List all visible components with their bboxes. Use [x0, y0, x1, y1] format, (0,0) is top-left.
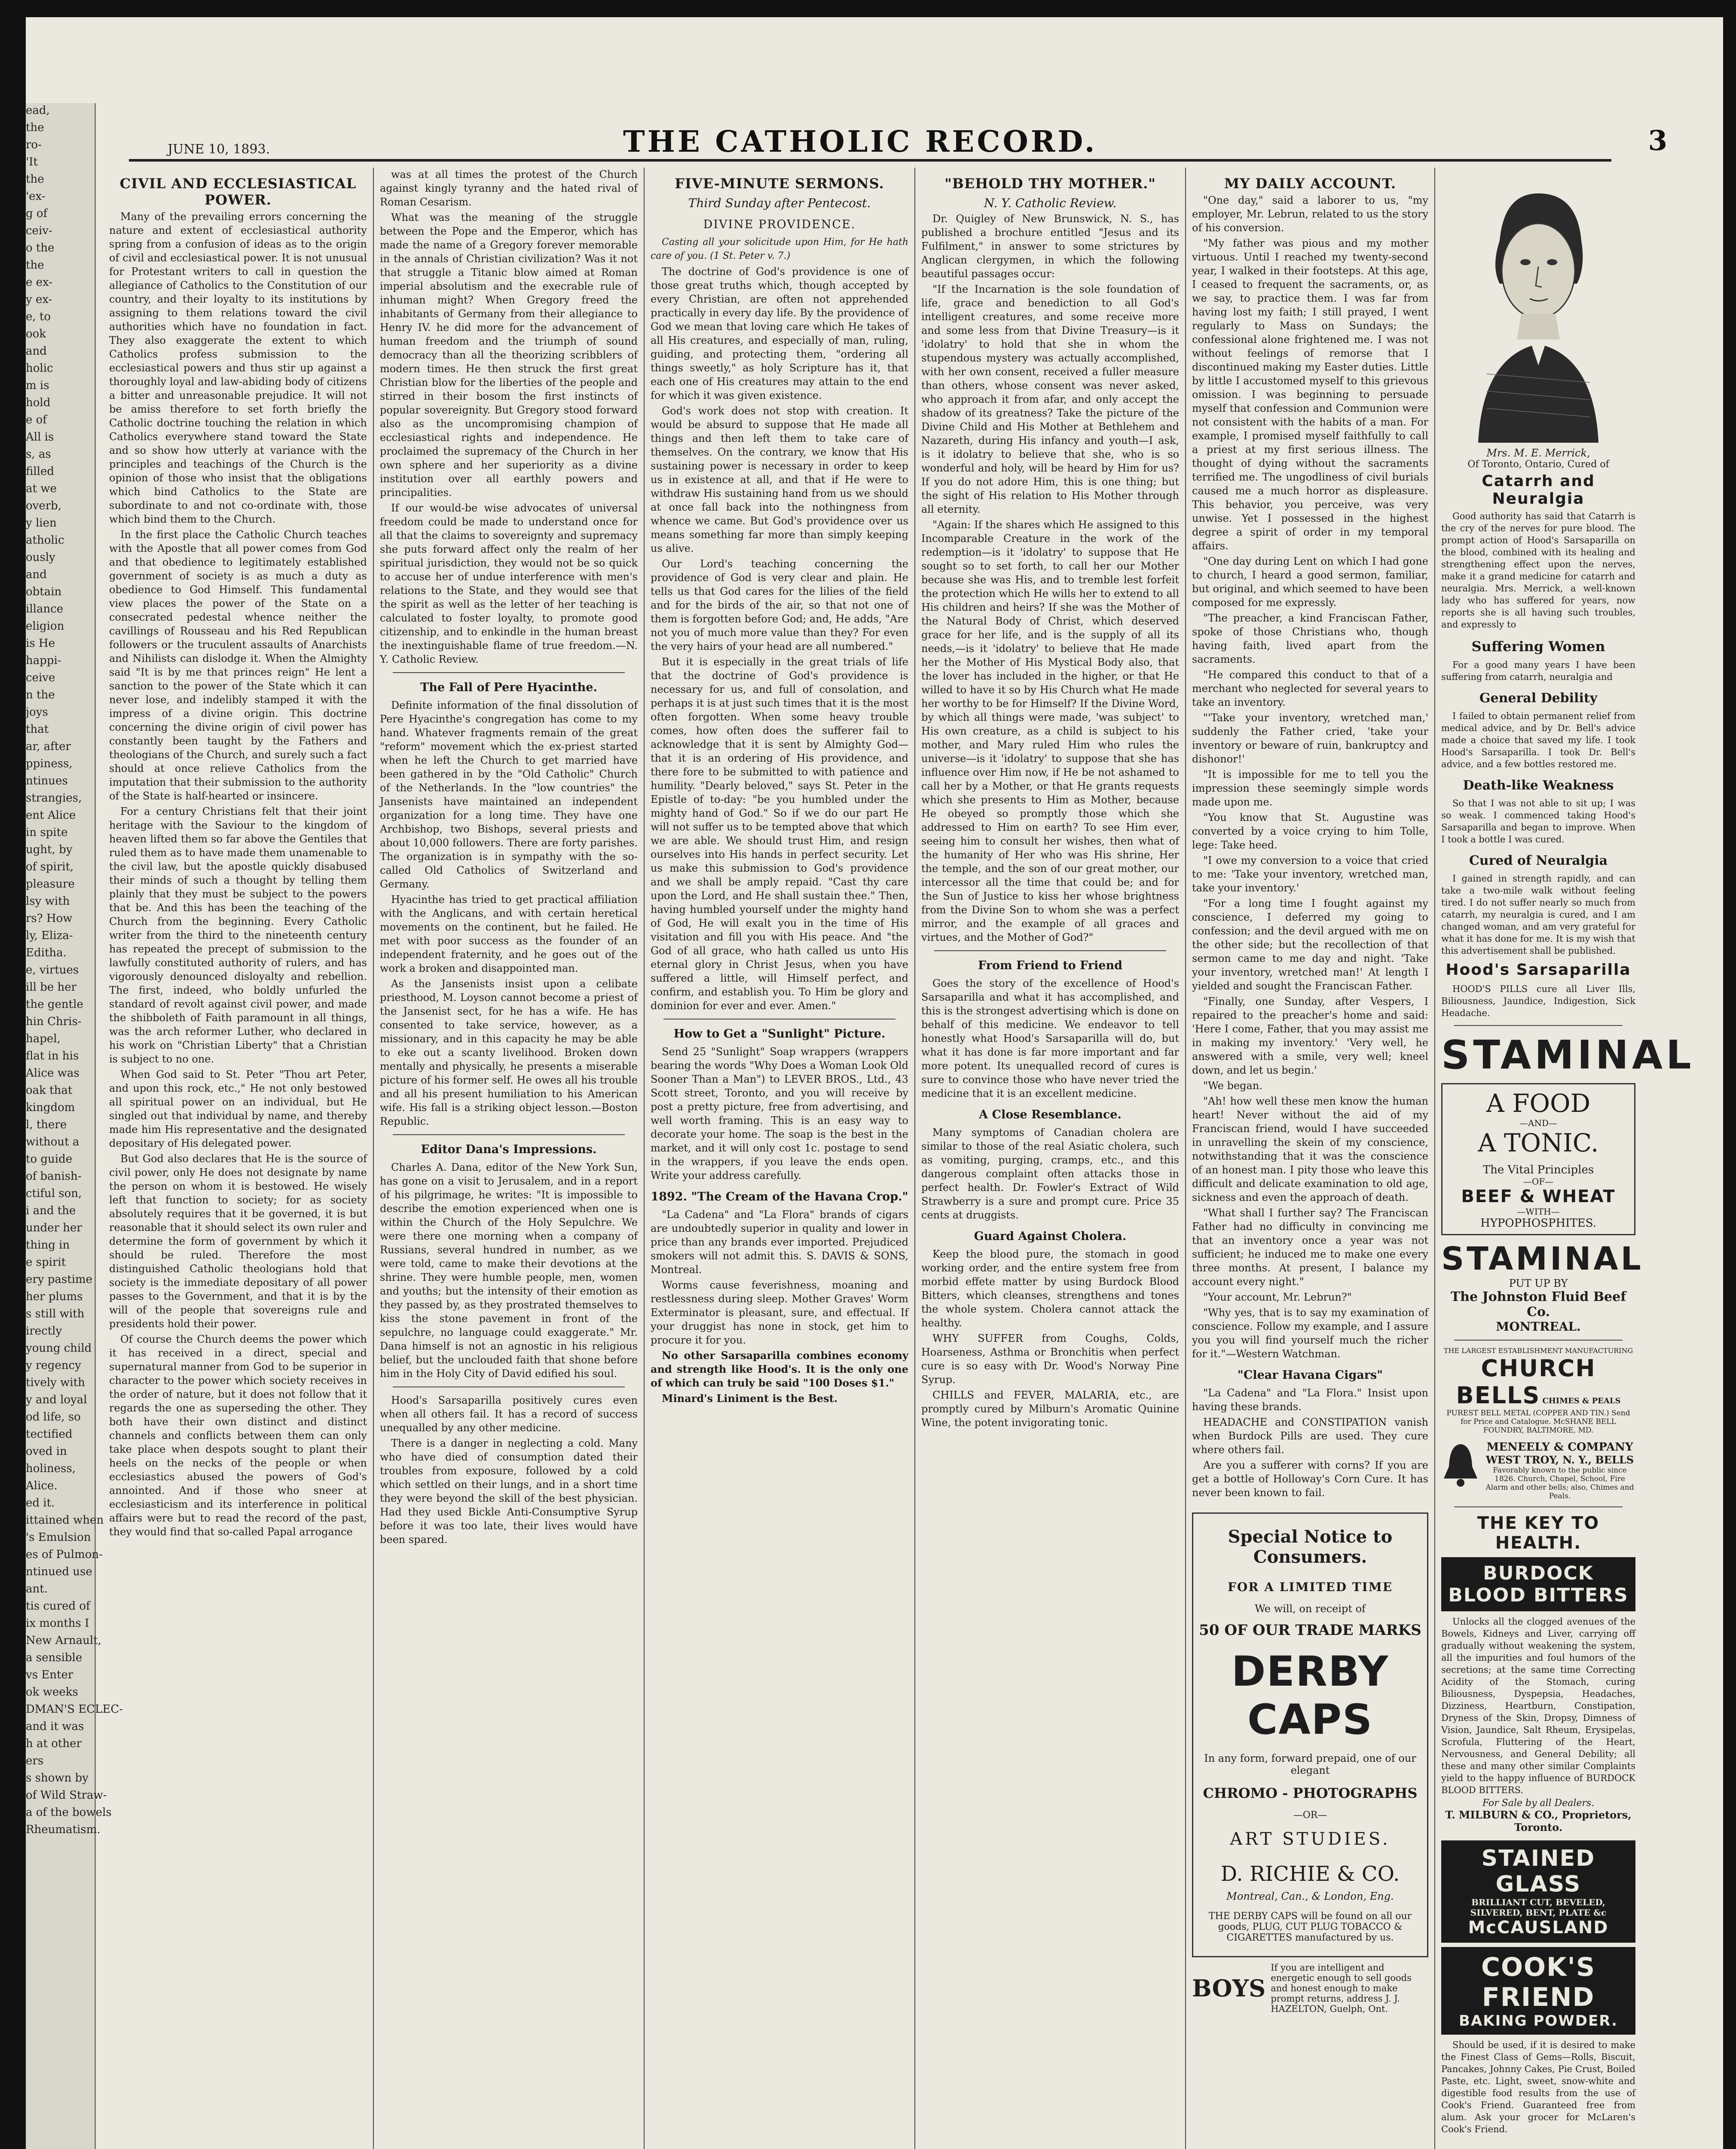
paragraph: "La Cadena" and "La Flora." Insist upon having these brands. — [1192, 1387, 1428, 1413]
strip-line: oak that — [26, 1084, 73, 1097]
strip-line: Alice. — [26, 1479, 58, 1492]
paragraph: Worms cause feverishness, moaning and restlessness during sleep. Mother Graves' Worm Exterminator is pleasant, sure, and effectual. If your druggist has none in stock, get him to procure it for you. — [651, 1279, 908, 1346]
strip-line: flat in his — [26, 1050, 79, 1062]
strip-line: overb, — [26, 499, 62, 512]
strip-line: vs Enter — [26, 1668, 73, 1681]
strip-line: s, as — [26, 448, 51, 461]
paragraph: "I owe my conversion to a voice that cried to me: 'Take your inventory, wretched man, take your inventory.' — [1192, 854, 1428, 894]
debility-heading: General Debility — [1479, 691, 1598, 706]
strip-line: joys — [26, 706, 48, 719]
article-heading-dana: Editor Dana's Impressions. — [421, 1143, 597, 1156]
strip-line: happi- — [26, 654, 61, 667]
strip-line: g of — [26, 207, 48, 220]
strip-line: tively with — [26, 1376, 85, 1389]
article-heading-behold: "BEHOLD THY MOTHER." — [944, 175, 1156, 192]
sermon-topic: DIVINE PROVIDENCE. — [703, 218, 856, 231]
paragraph: There is a danger in neglecting a cold. Many who have died of consumption dated their troubles from exposure, followed by a cold which settled on their lungs, and in a short time they were beyond the skill of the best physician. Had they used Bickle Anti-Consumptive Syrup before it was too late, their lives would have been spared. — [380, 1437, 638, 1546]
notice-location: Montreal, Can., & London, Eng. — [1226, 1890, 1394, 1902]
boys-text: If you are intelligent and energetic enough to sell goods and honest enough to make prompt returns, address J. J. HAZELTON, Guelph, Ont. — [1271, 1962, 1412, 2014]
stained-maker: McCAUSLAND — [1468, 1918, 1609, 1938]
strip-line: young child — [26, 1342, 92, 1355]
boys-label: BOYS — [1192, 1975, 1266, 2002]
strip-line: ed it. — [26, 1497, 55, 1509]
meneely-town: WEST TROY, N. Y., BELLS — [1485, 1454, 1634, 1466]
strip-line: a of the bowels — [26, 1806, 112, 1819]
paragraph: Hyacinthe has tried to get practical affiliation with the Anglicans, and with certain heretical movements on the continent, but he failed. He met with poor success as the founder of an independent fraternity, and he goes out of the work a broken and disappointed man. — [380, 894, 638, 974]
strip-line: s shown by — [26, 1772, 89, 1785]
strip-line: ery pastime — [26, 1273, 93, 1286]
column-4 — [915, 168, 1186, 2149]
strip-line: ntinues — [26, 774, 68, 787]
sunlight-heading: How to Get a "Sunlight" Picture. — [673, 1027, 886, 1041]
paragraph: "'Take your inventory, wretched man,' suddenly the Father cried, 'take your inventory or beware of ruin, bankruptcy and dishonor!' — [1192, 712, 1428, 765]
notice-offer: 50 OF OUR TRADE MARKS — [1199, 1622, 1421, 1639]
strip-line: a sensible — [26, 1651, 83, 1664]
paragraph: For a good many years I have been suffering from catarrh, neuralgia and — [1441, 660, 1635, 682]
strip-line: that — [26, 723, 49, 736]
column-1 — [103, 168, 374, 2149]
strip-line: at we — [26, 482, 57, 495]
merrick-cure: Catarrh and Neuralgia — [1482, 472, 1595, 508]
column-2 — [374, 168, 645, 2149]
staminal-hypo: HYPOPHOSPHITES. — [1480, 1217, 1596, 1230]
strip-line: e of — [26, 413, 47, 426]
strip-line: and — [26, 568, 47, 581]
staminal-putup: PUT UP BY — [1509, 1277, 1568, 1289]
strip-line: under her — [26, 1221, 82, 1234]
divider — [1454, 1025, 1623, 1026]
strip-line: Alice was — [26, 1067, 79, 1080]
strip-line: i and the — [26, 1204, 76, 1217]
strip-line: ill be her — [26, 981, 77, 994]
neuralgia-heading: Cured of Neuralgia — [1469, 853, 1608, 868]
strip-line: s still with — [26, 1307, 85, 1320]
meneely-text: Favorably known to the public since 1826. Church, Chapel, School, Fire Alarm and other bells; also, Chimes and Peals. — [1485, 1466, 1634, 1500]
hoods-brand: Hood's Sarsaparilla — [1446, 961, 1631, 979]
women-heading: Suffering Women — [1471, 638, 1605, 655]
staminal-city: MONTREAL. — [1496, 1319, 1581, 1334]
strip-line: Editha. — [26, 946, 67, 959]
adjacent-page-strip — [26, 103, 123, 2149]
strip-line: ead, — [26, 104, 50, 117]
strip-line: tectified — [26, 1428, 73, 1441]
strip-line: in spite — [26, 826, 68, 839]
merrick-location: Of Toronto, Ontario, Cured of — [1467, 459, 1609, 470]
staminal-tonic: A TONIC. — [1478, 1128, 1599, 1157]
key-heading: THE KEY TO HEALTH. — [1477, 1513, 1600, 1553]
paragraph: "You know that St. Augustine was converted by a voice crying to him Tolle, lege: Take heed. — [1192, 811, 1428, 851]
paragraph: In the first place the Catholic Church teaches with the Apostle that all power comes from God and that obedience to legitimately established government of society is as much a duty as obedience to God Himself. This fundamental view places the power of the State on a consecrated pedestal whence neither the cavillings of Rousseau and his Red Republican followers or the truculent assaults of Anarchists and Nihilists can dislodge it. When the Almighty said "It is by me that princes reign" He lent a sanction to the power of the State which it can never lose, and indelibly stamped it with the impress of a divine origin. This doctrine concerning the divine origin of civil power has constantly been taught by the Fathers and theologians of the Church, and surely such a fact should at once relieve Catholics from the imputation that their submission to the authority of the State is half-hearted or insincere. — [109, 529, 367, 802]
bell-icon — [1441, 1441, 1480, 1488]
strip-line: o the — [26, 242, 55, 254]
cooks-friend-ad — [1441, 1947, 1635, 2035]
strip-line: hold — [26, 396, 51, 409]
strip-line: ppiness, — [26, 757, 73, 770]
newspaper-title: THE CATHOLIC RECORD. — [623, 125, 1097, 159]
strip-line: and it was — [26, 1720, 84, 1733]
paragraph: Definite information of the final dissolution of Pere Hyacinthe's congregation has come to my hand. Whatever fragments remain of the great "reform" movement which the ex-priest started when he left the Church to get married have been gathered in by the "Old Catholic" Church of the Netherlands. In the "low countries" the Jansenists have maintained an independent organization for a long time. They have one Archbishop, two Bishops, several priests and about 10,000 followers. There are forty parishes. The organization is in sympathy with the so-called Old Catholics of Switzerland and Germany. — [380, 699, 638, 890]
paragraph: "We began. — [1203, 1080, 1262, 1092]
paragraph: I gained in strength rapidly, and can take a two-mile walk without feeling tired. I do not suffer nearly so much from catarrh, my neuralgia is cured, and I am changed woman, and am very grateful for what it has done for me. It is my wish that this advertisement shall be published. — [1441, 873, 1635, 956]
burdock-maker: T. MILBURN & CO., Proprietors, Toronto. — [1445, 1809, 1632, 1834]
paragraph: What was the meaning of the struggle between the Pope and the Emperor, which has made the name of a Gregory forever memorable in the annals of Christian civilization? Was it not that struggle a Titanic blow aimed at Roman imperial absolutism and the execrable rule of inhuman might? When Gregory freed the inhabitants of Germany from their allegiance to Henry IV. he did more for the advancement of human freedom and the triumph of sound democracy than all the theorizing scribblers of modern times. He then struck the first great Christian blow for the liberties of the people and stirred in their bosom the first instincts of popular sovereignity. But Gregory stood forward also as the uncompromising champion of ecclesiastical rights and independence. He proclaimed the supremacy of the Church in her own sphere and her superiority as a divine institution over all earthly powers and principalities. — [380, 211, 638, 499]
strip-line: illance — [26, 603, 64, 615]
strip-line: of banish- — [26, 1170, 82, 1183]
merrick-portrait — [1452, 176, 1624, 443]
strip-line: e spirit — [26, 1256, 66, 1269]
strip-line: hapel, — [26, 1032, 61, 1045]
paragraph: So that I was not able to sit up; I was so weak. I commenced taking Hood's Sarsaparilla and began to improve. When I took a bottle I was cured. — [1441, 798, 1635, 845]
strip-line: the — [26, 121, 44, 134]
strip-line: ant. — [26, 1583, 48, 1595]
paragraph: Many symptoms of Canadian cholera are similar to those of the real Asiatic cholera, such as vomiting, purging, cramps, etc., and this dangerous complaint often attacks those in perfect health. Dr. Fowler's Extract of Wild Strawberry is a sure and prompt cure. Price 35 cents at druggists. — [921, 1127, 1179, 1221]
strip-line: All is — [26, 431, 54, 444]
notice-receipt: We will, on receipt of — [1255, 1603, 1366, 1615]
masthead — [129, 125, 1667, 162]
staminal-with: —WITH— — [1517, 1206, 1560, 1217]
article-heading-pere: The Fall of Pere Hyacinthe. — [420, 681, 597, 694]
divider — [393, 672, 625, 673]
friend-heading: From Friend to Friend — [978, 959, 1122, 972]
strip-line: ly, Eliza- — [26, 929, 73, 942]
strip-line: od life, so — [26, 1411, 81, 1423]
behold-source: N. Y. Catholic Review. — [984, 196, 1117, 210]
paragraph: Are you a sufferer with corns? If you are get a bottle of Holloway's Corn Cure. It has never been known to fail. — [1192, 1459, 1428, 1499]
strip-line: n the — [26, 689, 55, 701]
divider — [393, 1134, 625, 1135]
staminal-title-2: STAMINAL — [1441, 1240, 1644, 1277]
strip-line: rs? How — [26, 912, 73, 925]
strip-line: the — [26, 259, 44, 272]
paragraph: Dr. Quigley of New Brunswick, N. S., has published a brochure entitled "Jesus and its Fulfilment," in answer to some strictures by Anglican clergymen, in which the following beautiful passages occur: — [921, 213, 1179, 280]
paragraph: "Why yes, that is to say my examination of conscience. Follow my example, and I assure you you will find yourself much the richer for it."—Western Watchman. — [1192, 1307, 1428, 1360]
strip-line: ent Alice — [26, 809, 76, 822]
paragraph: No other Sarsaparilla combines economy and strength like Hood's. It is the only one of which can truly be said "100 Doses $1." — [651, 1349, 908, 1389]
strip-line: without a — [26, 1136, 79, 1148]
strip-line: y regency — [26, 1359, 81, 1372]
strip-line: e, virtues — [26, 964, 79, 977]
paragraph: "My father was pious and my mother virtuous. Until I reached my twenty-second year, I walked in their footsteps. At this age, I ceased to frequent the sacraments, or, as we say, to practice them. I was far from having lost my faith; I still prayed, I went regularly to Mass on Sundays; the confessional alone frightened me. I was not without feelings of remorse that I discontinued making my Easter duties. Little by little I accustomed myself to this grievous omission. I was beginning to persuade myself that confession and Communion were not consistent with the habits of a man. For example, I promised myself faithfully to call a priest at my first serious illness. The thought of dying without the sacraments terrified me. The ungodliness of civil burials caused me a much horror as displeasure. This behavior, you perceive, was very unwise. Yet I possessed in the highest degree a spirit of order in my temporal affairs. — [1192, 237, 1428, 552]
strip-line: irectly — [26, 1325, 62, 1338]
staminal-maker: The Johnston Fluid Beef Co. — [1450, 1289, 1626, 1319]
column-6-ads — [1435, 168, 1695, 2149]
resemblance-heading: A Close Resemblance. — [979, 1108, 1122, 1121]
paragraph: "If the Incarnation is the sole foundation of life, grace and benediction to all God's intelligent creatures, and some receive more and some less from that Divine Treasury—is it 'idolatry' to hold that she in whom the stupendous mystery was actually accomplished, with her own consent, received a fuller measure than others, whose consent was never asked, who approach it from afar, and only accept the shadow of its greatness? Take the picture of the Divine Child and His Mother at Bethlehem and Nazareth, during His infancy and youth—I ask, is it idolatry to believe that she, who is so wonderful and holy, will be heard by Him for us? If you do not adore Him, this is one thing; but the sight of His relation to His Mother through all eternity. — [921, 283, 1179, 515]
strip-line: New Arnault, — [26, 1634, 101, 1647]
paragraph: "Your account, Mr. Lebrun?" — [1203, 1291, 1352, 1303]
strip-line: of spirit, — [26, 860, 74, 873]
church-bells-title: CHURCH BELLS — [1456, 1355, 1596, 1409]
paragraph: Our Lord's teaching concerning the providence of God is very clear and plain. He tells us that God cares for the lilies of the field and for the birds of the air, so that not one of them is forgotten before God; and, He adds, "Are not you of much more value than they? For even the very hairs of your head are all numbered." — [651, 558, 908, 652]
meneely-name: MENEELY & COMPANY — [1486, 1441, 1633, 1454]
notice-or: —OR— — [1293, 1810, 1327, 1821]
notice-footer: THE DERBY CAPS will be found on all our goods, PLUG, CUT PLUG TOBACCO & CIGARETTES manufactured by us. — [1208, 1911, 1412, 1943]
strip-line: ceive — [26, 671, 55, 684]
staminal-box — [1441, 1083, 1635, 1235]
page-number: 3 — [1648, 125, 1667, 157]
strip-line: 'It — [26, 156, 38, 168]
column-5 — [1186, 168, 1435, 2149]
paragraph: God's work does not stop with creation. It would be absurd to suppose that He made all things and then left them to take care of themselves. On the contrary, we know that His sustaining power is necessary in order to keep us in existence at all, and that if He were to withdraw His sustaining hand from us we should at once fall back into the nothingness from whence we came. But God's providence over us means something far more than simply keeping us alive. — [651, 405, 908, 554]
burdock-sale: For Sale by all Dealers. — [1482, 1798, 1595, 1809]
stained-sub: BRILLIANT CUT, BEVELED, SILVERED, BENT, PLATE &c — [1470, 1897, 1607, 1918]
staminal-of: —OF— — [1523, 1176, 1554, 1187]
column-3 — [645, 168, 915, 2149]
divider — [934, 950, 1166, 951]
paragraph: "Again: If the shares which He assigned to this Incomparable Creature in the work of the redemption—is it 'idolatry' to suppose that He sought so to set forth, to call her our Mother because she was His, and to tremble lest forfeit the protection which He wills her to extend to all His children and heirs? If she was the Mother of the Natural Body of Christ, which deserved grace for her life, and is the supply of all its needs,—is it 'idolatry' to believe that He made her the Mother of His Mystical Body also, that the lover has included in the higher, or that He willed to have it so by His Church what He made her worthy to be for Himself? If the Divine Word, by which all things were made, 'was subject' to His own creature, as a child is subject to his mother, and Mary ruled Him who rules the universe—is it 'idolatry' to suppose that she has influence over Him now, if He be not ashamed to call her by a Mother, or that He grants requests which she presents to Him as Mother, because He obeyed so promptly those which she addressed to Him on earth? To see Him ever, seeing him to consult her wishes, then what of the humanity of Her who was His shrine, Her the temple, and the son of our great mother, our intercessor all the time that could be; and for the Sun of Justice to kiss her whose brightness from the Divine Son to whom she was a perfect mirror, and the example of all graces and virtues, and the Mother of God?" — [921, 519, 1179, 943]
strip-line: es of Pulmon- — [26, 1548, 103, 1561]
staminal-beef: BEEF & WHEAT — [1461, 1187, 1616, 1206]
staminal-vital: The Vital Principles — [1482, 1163, 1594, 1176]
church-small: THE LARGEST ESTABLISHMENT MANUFACTURING — [1443, 1347, 1633, 1355]
paragraph: "It is impossible for me to tell you the impression these seemingly simple words made upon me. — [1192, 768, 1428, 808]
strip-line: ro- — [26, 138, 42, 151]
church-bells-ad — [1441, 1347, 1635, 1435]
paragraph: CHILLS and FEVER, MALARIA, etc., are promptly cured by Milburn's Aromatic Quinine Wine, the potent invigorating tonic. — [921, 1389, 1179, 1429]
paragraph: HEADACHE and CONSTIPATION vanish when Burdock Pills are used. They cure where others fail. — [1192, 1416, 1428, 1456]
burdock-banner — [1441, 1557, 1635, 1611]
strip-line: holic — [26, 362, 53, 375]
derby-caps-title: DERBY CAPS — [1231, 1647, 1389, 1744]
paragraph: Unlocks all the clogged avenues of the Bowels, Kidneys and Liver, carrying off gradually without weakening the system, all the impurities and foul humors of the secretions; at the same time Correcting Acidity of the Stomach, curing Biliousness, Dyspepsia, Headaches, Dizziness, Heartburn, Constipation, Dryness of the Skin, Dropsy, Dimness of Vision, Jaundice, Salt Rheum, Erysipelas, Scrofula, Fluttering of the Heart, Nervousness, and General Debility; all these and many other similar Complaints yield to the happy influence of BURDOCK BLOOD BITTERS. — [1441, 1616, 1635, 1795]
strip-line: 's Emulsion — [26, 1531, 91, 1544]
stained-glass-ad — [1441, 1840, 1635, 1943]
staminal-food: A FOOD — [1486, 1089, 1591, 1118]
paragraph: Minard's Liniment is the Best. — [662, 1392, 838, 1405]
paragraph: "What shall I further say? The Franciscan Father had no difficulty in convincing me that an inventory once a year was not sufficient; he induced me to make one every three months. At present, I balance my account every night." — [1192, 1207, 1428, 1288]
strip-line: strangies, — [26, 792, 82, 805]
paragraph: HOOD'S PILLS cure all Liver Ills, Biliousness, Jaundice, Indigestion, Sick Headache. — [1441, 984, 1635, 1018]
paragraph: The doctrine of God's providence is one of those great truths which, though accepted by every Christian, are often not apprehended practically in every day life. By the providence of God we mean that loving care which He takes of all His creatures, and especially of man, ruling, guiding, and protecting them, "ordering all things sweetly," as holy Scripture has it, that each one of His creatures may attain to the end for which it was given existence. — [651, 266, 908, 401]
strip-line: of Wild Straw- — [26, 1789, 107, 1802]
paragraph: But God also declares that He is the source of civil power, only He does not designate by name the person on whom it is bestowed. He wisely left that function to society; for as society absolutely requires that it be governed, it is but reasonable that it should select its own ruler and determine the form of government by which it should be ruled. Therefore the most distinguished Catholic theologians hold that society is the immediate depositary of all power passes to the Government, and that it is by the will of the people that sovereigns rule and presidents hold their power. — [109, 1153, 367, 1330]
strip-line: y and loyal — [26, 1393, 87, 1406]
paragraph: "He compared this conduct to that of a merchant who neglected for several years to take an inventory. — [1192, 669, 1428, 708]
paragraph: Should be used, if it is desired to make the Finest Class of Gems—Rolls, Biscuit, Pancakes, Johnny Cakes, Pie Crust, Boiled Paste, etc. Light, sweet, snow-white and digestible food results from the use of Cook's Friend. Guaranteed free from alum. Ask your grocer for McLaren's Cook's Friend. — [1441, 2040, 1635, 2134]
paragraph: "The preacher, a kind Franciscan Father, spoke of those Christians who, though having faith, lived apart from the sacraments. — [1192, 612, 1428, 665]
article-heading-daily: MY DAILY ACCOUNT. — [1224, 175, 1396, 192]
strip-line: DMAN'S ECLEC- — [26, 1703, 123, 1716]
church-chimes: CHIMES & PEALS — [1542, 1396, 1621, 1405]
strip-line: ers — [26, 1754, 44, 1767]
divider — [1454, 1340, 1623, 1341]
paragraph: Hood's Sarsaparilla positively cures even when all others fail. It has a record of success unequalled by any other medicine. — [380, 1394, 638, 1434]
paragraph: If our would-be wise advocates of universal freedom could be made to understand once for all that the claims to sovereignty and supremacy she puts forward affect only the realm of her spiritual jurisdiction, they would not be so quick to accuse her of undue interference with men's relations to the State, and they would see that the spirit as well as the letter of her teaching is calculated to foster loyalty, to promote good citizenship, and to enkindle in the human breast the inextinguishable flame of true freedom.—N. Y. Catholic Review. — [380, 502, 638, 665]
strip-line: ously — [26, 551, 55, 564]
cooks-sub: BAKING POWDER. — [1459, 2012, 1618, 2030]
cigars-heading: "Clear Havana Cigars" — [1237, 1368, 1383, 1382]
stained-title: STAINED GLASS — [1481, 1846, 1595, 1897]
paragraph: "Finally, one Sunday, after Vespers, I repaired to the preacher's home and said: 'Here I come, Father, that you may assist me in making my inventory.' 'Very well, he answered with a smile, very well; kneel down, and let us begin.' — [1192, 995, 1428, 1076]
paragraph: Keep the blood pure, the stomach in good working order, and the entire system free from morbid effete matter by using Burdock Blood Bitters, which cleanses, strengthens and tones the whole system. Cholera cannot attack the healthy. — [921, 1248, 1179, 1329]
notice-chromo: CHROMO - PHOTOGRAPHS — [1203, 1785, 1418, 1801]
paragraph: was at all times the protest of the Church against kingly tyranny and the hated rival of Roman Cesarism. — [380, 168, 638, 208]
paragraph: But it is especially in the great trials of life that the doctrine of God's providence is necessary for us, and full of consolation, and perhaps it is at just such times that it is the most often forgotten. When some heavy trouble comes, how often does the sufferer fail to acknowledge that it is sent by Almighty God—that it is an ordering of His providence, and there fore to be submitted to with patience and humility. "Dearly beloved," says St. Peter in the Epistle of to-day: "be you humbled under the mighty hand of God." So if we do our part He will not suffer us to be tempted above that which we are able. We should trust Him, and resign ourselves into His hands in perfect security. Let us make this submission to God's providence and we shall be amply repaid. "Cast thy care upon the Lord, and He shall sustain thee." Then, having humbled yourself under the mighty hand of God, He will exalt you in the time of His visitation and fill you with His peace. And "the God of all grace, who hath called us unto His eternal glory in Christ Jesus, when you have suffered a little, will Himself perfect, and confirm, and establish you. To Him be glory and dominion for ever and ever. Amen." — [651, 656, 908, 1012]
notice-heading: Special Notice to Consumers. — [1228, 1527, 1393, 1567]
paragraph: Charles A. Dana, editor of the New York Sun, has gone on a visit to Jerusalem, and in a report of his pilgrimage, he writes: "It is impossible to describe the emotion experienced when one is within the Church of the Holy Sepulchre. We were there one morning when a company of Russians, several hundred in number, as we were told, came to make their devotions at the shrine. They were humble people, men, women and youths; but the intensity of their emotion as they passed by, as they prostrated themselves to kiss the stone pavement in front of the sepulchre, no language could exaggerate." Mr. Dana himself is not an agnostic in his religious belief, but the unclouded faith that shone before him in the Holy City of David edified his soul. — [380, 1161, 638, 1380]
strip-line: e ex- — [26, 276, 53, 289]
article-heading-civil: CIVIL AND ECCLESIASTICAL POWER. — [119, 175, 357, 208]
cooks-title: COOK'S FRIEND — [1481, 1952, 1596, 2012]
strip-line: h at other — [26, 1737, 82, 1750]
strip-line: tis cured of — [26, 1600, 90, 1613]
paragraph: Goes the story of the excellence of Hood's Sarsaparilla and what it has accomplished, and this is the strongest advertising which is done on behalf of this medicine. We endeavor to tell honestly what Hood's Sarsaparilla will do, but what it has done is far more important and far more potent. Its unequalled record of cures is sure to convince those who have never tried the medicine that it is an excellent medicine. — [921, 977, 1179, 1099]
paragraph: Good authority has said that Catarrh is the cry of the nerves for pure blood. The prompt action of Hood's Sarsaparilla on the blood, combined with its healing and strengthening effect upon the nerves, make it a grand medicine for catarrh and neuralgia. Mrs. Merrick, a well-known lady who has suffered for years, now reports she is all having such troubles, and expressly to — [1441, 511, 1635, 630]
paragraph: "La Cadena" and "La Flora" brands of cigars are undoubtedly superior in quality and lower in price than any brands ever imported. Prejudiced smokers will not admit this. S. DAVIS & SONS, Montreal. — [651, 1209, 908, 1276]
meneely-ad — [1441, 1441, 1635, 1500]
paragraph: When God said to St. Peter "Thou art Peter, and upon this rock, etc.," He not only bestowed all spiritual power on an individual, but He singled out that individual by name, and thereby made him His representative and the designated depositary of His delegated power. — [109, 1068, 367, 1149]
notice-art: ART STUDIES. — [1230, 1829, 1391, 1849]
strip-line: obtain — [26, 585, 62, 598]
staminal-and: —AND— — [1519, 1118, 1557, 1128]
paragraph: I failed to obtain permanent relief from medical advice, and by Dr. Bell's advice made a choice that saved my life. I took Hood's Sarsaparilla. I took Dr. Bell's advice, and a few bottles restored me. — [1441, 711, 1635, 769]
divider — [1454, 1506, 1623, 1507]
paragraph: "For a long time I fought against my conscience, I deferred my going to confession; and the devil argued with me on the other side; but the recollection of that sermon came to me day and night. 'Take your inventory, wretched man!' At length I yielded and sought the Franciscan Father. — [1192, 897, 1428, 992]
strip-line: 'ex- — [26, 190, 46, 203]
strip-line: ught, by — [26, 843, 73, 856]
sermon-subheading: Third Sunday after Pentecost. — [688, 196, 871, 210]
staminal-title: STAMINAL — [1441, 1032, 1695, 1078]
havana-heading: 1892. "The Cream of the Havana Crop." — [651, 1190, 908, 1203]
paragraph: Of course the Church deems the power which it has received in a direct, special and supernatural manner from God to be superior in character to the power which society receives in the order of nature, but it does not follow that it regards the one as superseding the other. They both have their own distinct and distinct channels and conflicts between them can only take place when despots sought to plant their heels on the necks of the people or when ecclesiastics abused the powers of God's annointed. And if those who sneer at ecclesiasticism and its interference in political affairs were but to read the record of the past, they would find that so-called Papal arrogance — [109, 1333, 367, 1538]
strip-line: m is — [26, 379, 49, 392]
paragraph: As the Jansenists insist upon a celibate priesthood, M. Loyson cannot become a priest of the Jansenist sect, for he has a wife. He has consented to take service, however, as a missionary, and in this capacity he may be able to eke out a scanty livelihood. Broken down mentally and physically, he presents a miserable picture of his former self. He owes all his trouble and all his present humiliation to his American wife. His fall is a striking object lesson.—Boston Republic. — [380, 978, 638, 1127]
strip-line: hin Chris- — [26, 1015, 82, 1028]
strip-line: kingdom — [26, 1101, 75, 1114]
mcshane-text: PUREST BELL METAL (COPPER AND TIN.) Send for Price and Catalogue. McSHANE BELL FOUNDRY, BALTIMORE, MD. — [1446, 1409, 1630, 1435]
paragraph: For a century Christians felt that their joint heritage with the Saviour to the kingdom of heaven lifted them so far above the Gentiles that ruled them as to have made them unamenable to the civil law, but the apostle quickly disabused their minds of such a thought by telling them plainly that they must be subject to the powers that be. And this has been the teaching of the Church from the beginning. Every Catholic writer from the third to the nineteenth century has repeated the precept of submission to the lawfully constituted authority of rulers, and has vigorously denounced disloyalty and rebellion. The first, indeed, who boldly unfurled the standard of revolt against civil power, and made the shibboleth of Faith paramount in all things, was the arch reformer Luther, who declared in his work on "Christian Liberty" that a Christian is subject to no one. — [109, 805, 367, 1065]
paragraph: WHY SUFFER from Coughs, Colds, Hoarseness, Asthma or Bronchitis when perfect cure is so easy with Dr. Wood's Norway Pine Syrup. — [921, 1332, 1179, 1386]
strip-line: filled — [26, 465, 55, 478]
strip-line: ok weeks — [26, 1686, 78, 1699]
strip-line: y ex- — [26, 293, 52, 306]
boys-ad — [1192, 1962, 1428, 2014]
strip-line: atholic — [26, 534, 64, 547]
strip-line: the gentle — [26, 998, 83, 1011]
guard-heading: Guard Against Cholera. — [974, 1230, 1127, 1243]
epigraph: Casting all your solicitude upon Him, for He hath care of you. (1 St. Peter v. 7.) — [651, 237, 908, 261]
derby-caps-ad — [1192, 1512, 1428, 1957]
strip-line: the — [26, 173, 44, 186]
strip-line: her plums — [26, 1290, 83, 1303]
issue-date: JUNE 10, 1893. — [168, 142, 270, 157]
strip-line: l, there — [26, 1118, 67, 1131]
strip-line: is He — [26, 637, 55, 650]
strip-line: ook — [26, 328, 46, 340]
strip-line: eligion — [26, 620, 64, 633]
paragraph: "One day," said a laborer to us, "my employer, Mr. Lebrun, related to us the story of his conversion. — [1192, 194, 1428, 234]
newspaper-page — [26, 17, 1723, 2149]
strip-line: ix months I — [26, 1617, 89, 1630]
notice-dealer: D. RICHIE & CO. — [1220, 1862, 1400, 1886]
weakness-heading: Death-like Weakness — [1463, 778, 1614, 793]
article-heading-sermons: FIVE-MINUTE SERMONS. — [675, 175, 884, 192]
strip-line: thing in — [26, 1239, 70, 1252]
strip-line: e, to — [26, 310, 51, 323]
strip-line: oved in — [26, 1445, 67, 1458]
strip-line: Rheumatism. — [26, 1823, 101, 1836]
strip-line: ar, after — [26, 740, 71, 753]
strip-line: ceiv- — [26, 224, 52, 237]
strip-line: holiness, — [26, 1462, 76, 1475]
notice-format: In any form, forward prepaid, one of our elegant — [1204, 1752, 1416, 1776]
burdock-title: BURDOCK BLOOD BITTERS — [1448, 1562, 1629, 1606]
merrick-caption: Mrs. M. E. Merrick, — [1486, 447, 1590, 459]
paragraph: "One day during Lent on which I had gone to church, I heard a good sermon, familiar, but original, and which seemed to have been composed for me expressly. — [1192, 555, 1428, 609]
paragraph: Many of the prevailing errors concerning the nature and extent of ecclesiastical authority spring from a confusion of ideas as to the origin of civil and ecclesiastical power. It is not unusual for Protestant writers to call in question the allegiance of Catholics to the Constitution of our country, and their loyalty to its institutions by assigning to them relations toward the civil authorities which have no foundation in fact. They also exaggerate the extent to which Catholics profess submission to the ecclesiastical powers and thus stir up against a thoroughly loyal and law-abiding body of citizens a bitter and unreasonable prejudice. It will not be amiss therefore to set forth briefly the Catholic doctrine touching the relation in which Catholics everywhere stand toward the State and so show how utterly at variance with the principles and teachings of the Church is the opinion of those who insist that the obligations which bind Catholics to the State are subordinate to and not co-ordinate with, those which bind them to the Church. — [109, 211, 367, 525]
paragraph: Send 25 "Sunlight" Soap wrappers (wrappers bearing the words "Why Does a Woman Look Old Sooner Than a Man") to LEVER BROS., Ltd., 43 Scott street, Toronto, and you will receive by post a pretty picture, free from advertising, and well worth framing. This is an easy way to decorate your home. The soap is the best in the market, and it will only cost 1c. postage to send in the wrappers, if you leave the ends open. Write your address carefully. — [651, 1046, 908, 1182]
strip-line: ntinued use — [26, 1565, 92, 1578]
strip-line: y lien — [26, 517, 57, 530]
strip-line: ittained when — [26, 1514, 104, 1527]
strip-line: lsy with — [26, 895, 70, 908]
paragraph: "Ah! how well these men know the human heart! Never without the aid of my Franciscan friend, would I have succeeded in unravelling the skein of my conscience, notwithstanding that it was the conscience of an honest man. I pity those who leave this difficult and delicate examination to old age, sickness and even the approach of death. — [1192, 1095, 1428, 1203]
strip-line: to guide — [26, 1153, 73, 1166]
strip-line: pleasure — [26, 878, 75, 891]
strip-line: and — [26, 345, 47, 358]
notice-limited: FOR A LIMITED TIME — [1227, 1580, 1393, 1594]
strip-line: ctiful son, — [26, 1187, 82, 1200]
